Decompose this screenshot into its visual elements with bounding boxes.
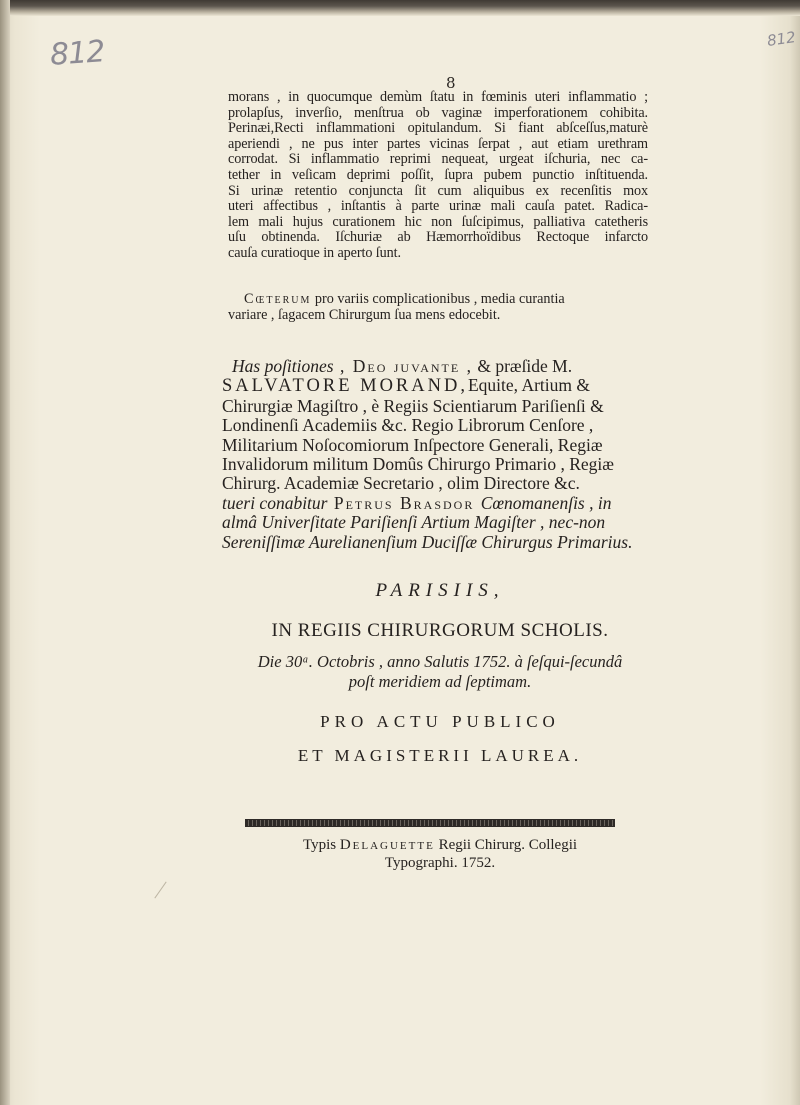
ornamental-rule: [245, 819, 615, 827]
act-heading-2: ET MAGISTERII LAUREA.: [297, 746, 583, 765]
closing-paragraph: [228, 292, 648, 323]
thesis-line: Sereniſſimæ Aurelianenſium Duciſſæ Chirurgus Primarius.: [222, 531, 633, 552]
thesis-line: Invalidorum militum Domûs Chirurgo Primario , Regiæ: [222, 454, 614, 475]
candidate-name: Petrus Brasdor: [327, 492, 481, 513]
thesis-line: [222, 357, 655, 376]
thesis-statement: [222, 357, 655, 552]
president-name: SALVATORE MORAND,: [222, 376, 468, 397]
printer-imprint: [250, 836, 630, 872]
closing-line-2: variare , ſagacem Chirurgum ſua mens edocebit.: [228, 306, 501, 323]
imprint-line-1: [250, 836, 630, 854]
body-line: morans , in quocumque demùm ſtatu in fœminis uteri inflammatio ;: [228, 89, 648, 105]
printer-title: Regii Chirurg. Collegii: [434, 837, 578, 853]
date-line-2: poſt meridiem ad ſeptimam.: [348, 672, 532, 691]
body-line: corrodat. Si inflammatio reprimi nequeat, urgeat iſchuria, nec ca-: [228, 151, 648, 168]
city-heading: PARISIIS,: [375, 580, 505, 601]
body-line: tether in veſicam deprimi poſſit, ſupra pubem punctio inſtituenda.: [228, 166, 648, 183]
venue-heading: IN REGIIS CHIRURGORUM SCHOLIS.: [271, 620, 609, 641]
handwritten-folio-number: 812: [48, 34, 106, 73]
body-line: cauſa curatioque in aperto ſunt.: [228, 244, 401, 261]
ceterum-rest: pro variis complicationibus , media curantia: [311, 291, 565, 307]
praeside: & præſide M.: [472, 356, 573, 376]
thesis-line: Chirurgiæ Magiſtro , è Regiis Scientiarum Pariſienſi &: [222, 395, 604, 416]
date-line: [200, 652, 680, 692]
page-top-edge: [0, 0, 800, 16]
body-line: prolapſus, inverſio, menſtrua ob vaginæ imperforationem cohibita.: [228, 104, 648, 121]
ceterum-lead: Cœterum: [244, 291, 312, 307]
thesis-line: Militarium Noſocomiorum Inſpectore Generali, Regiæ: [222, 434, 603, 455]
thesis-line: [222, 376, 655, 396]
page-gutter: [0, 0, 10, 1105]
paper-mark: [154, 882, 166, 899]
body-line: lem mali hujus curationem hic non ſuſcipimus, palliativa catetheris: [228, 213, 648, 230]
tueri-conabitur: tueri conabitur: [222, 492, 328, 513]
president-title: Equite, Artium &: [467, 375, 590, 396]
body-line: Perinæi,Recti inflammationi opitulandum. Si fiant abſceſſus,maturè: [228, 120, 648, 137]
handwritten-folio-number-right: 812: [766, 28, 798, 50]
imprint-line-2: Typographi. 1752.: [384, 855, 496, 871]
page-number: 8: [446, 74, 456, 92]
typis: Typis: [302, 837, 340, 853]
thesis-line: [222, 494, 655, 513]
deo-juvante: , Deo juvante ,: [333, 356, 473, 376]
body-line: Si urinæ retentio conjuncta ſit cum aliquibus ex recenſitis mox: [228, 182, 648, 199]
date-line-1: Die 30ᵃ. Octobris , anno Salutis 1752. à ſeſqui-ſecundâ: [257, 652, 623, 671]
body-line: aperiendi , ne pus inter partes vicinas ſerpat , aut etiam urethram: [228, 135, 648, 152]
candidate-origin: Cœnomanenſis , in: [480, 492, 612, 513]
thesis-line: Chirurg. Academiæ Secretario , olim Directore &c.: [222, 473, 580, 494]
body-line: uteri affectibus , inſtantis à parte urinæ mali cauſa patet. Radica-: [228, 198, 648, 215]
body-line: uſu obtinenda. Iſchuriæ ab Hæmorrhoïdibus Rectoque infarcto: [228, 229, 648, 246]
body-paragraph: [228, 90, 648, 262]
thesis-line: almâ Univerſitate Pariſienſi Artium Magiſter , nec-non: [222, 512, 606, 533]
act-heading-1: PRO ACTU PUBLICO: [320, 712, 560, 731]
thesis-line: Londinenſi Academiis &c. Regio Librorum Cenſore ,: [222, 415, 594, 436]
closing-line-1: [228, 292, 648, 308]
printer-name: Delaguette: [339, 837, 435, 853]
has-positiones: Has poſitiones: [232, 356, 334, 376]
